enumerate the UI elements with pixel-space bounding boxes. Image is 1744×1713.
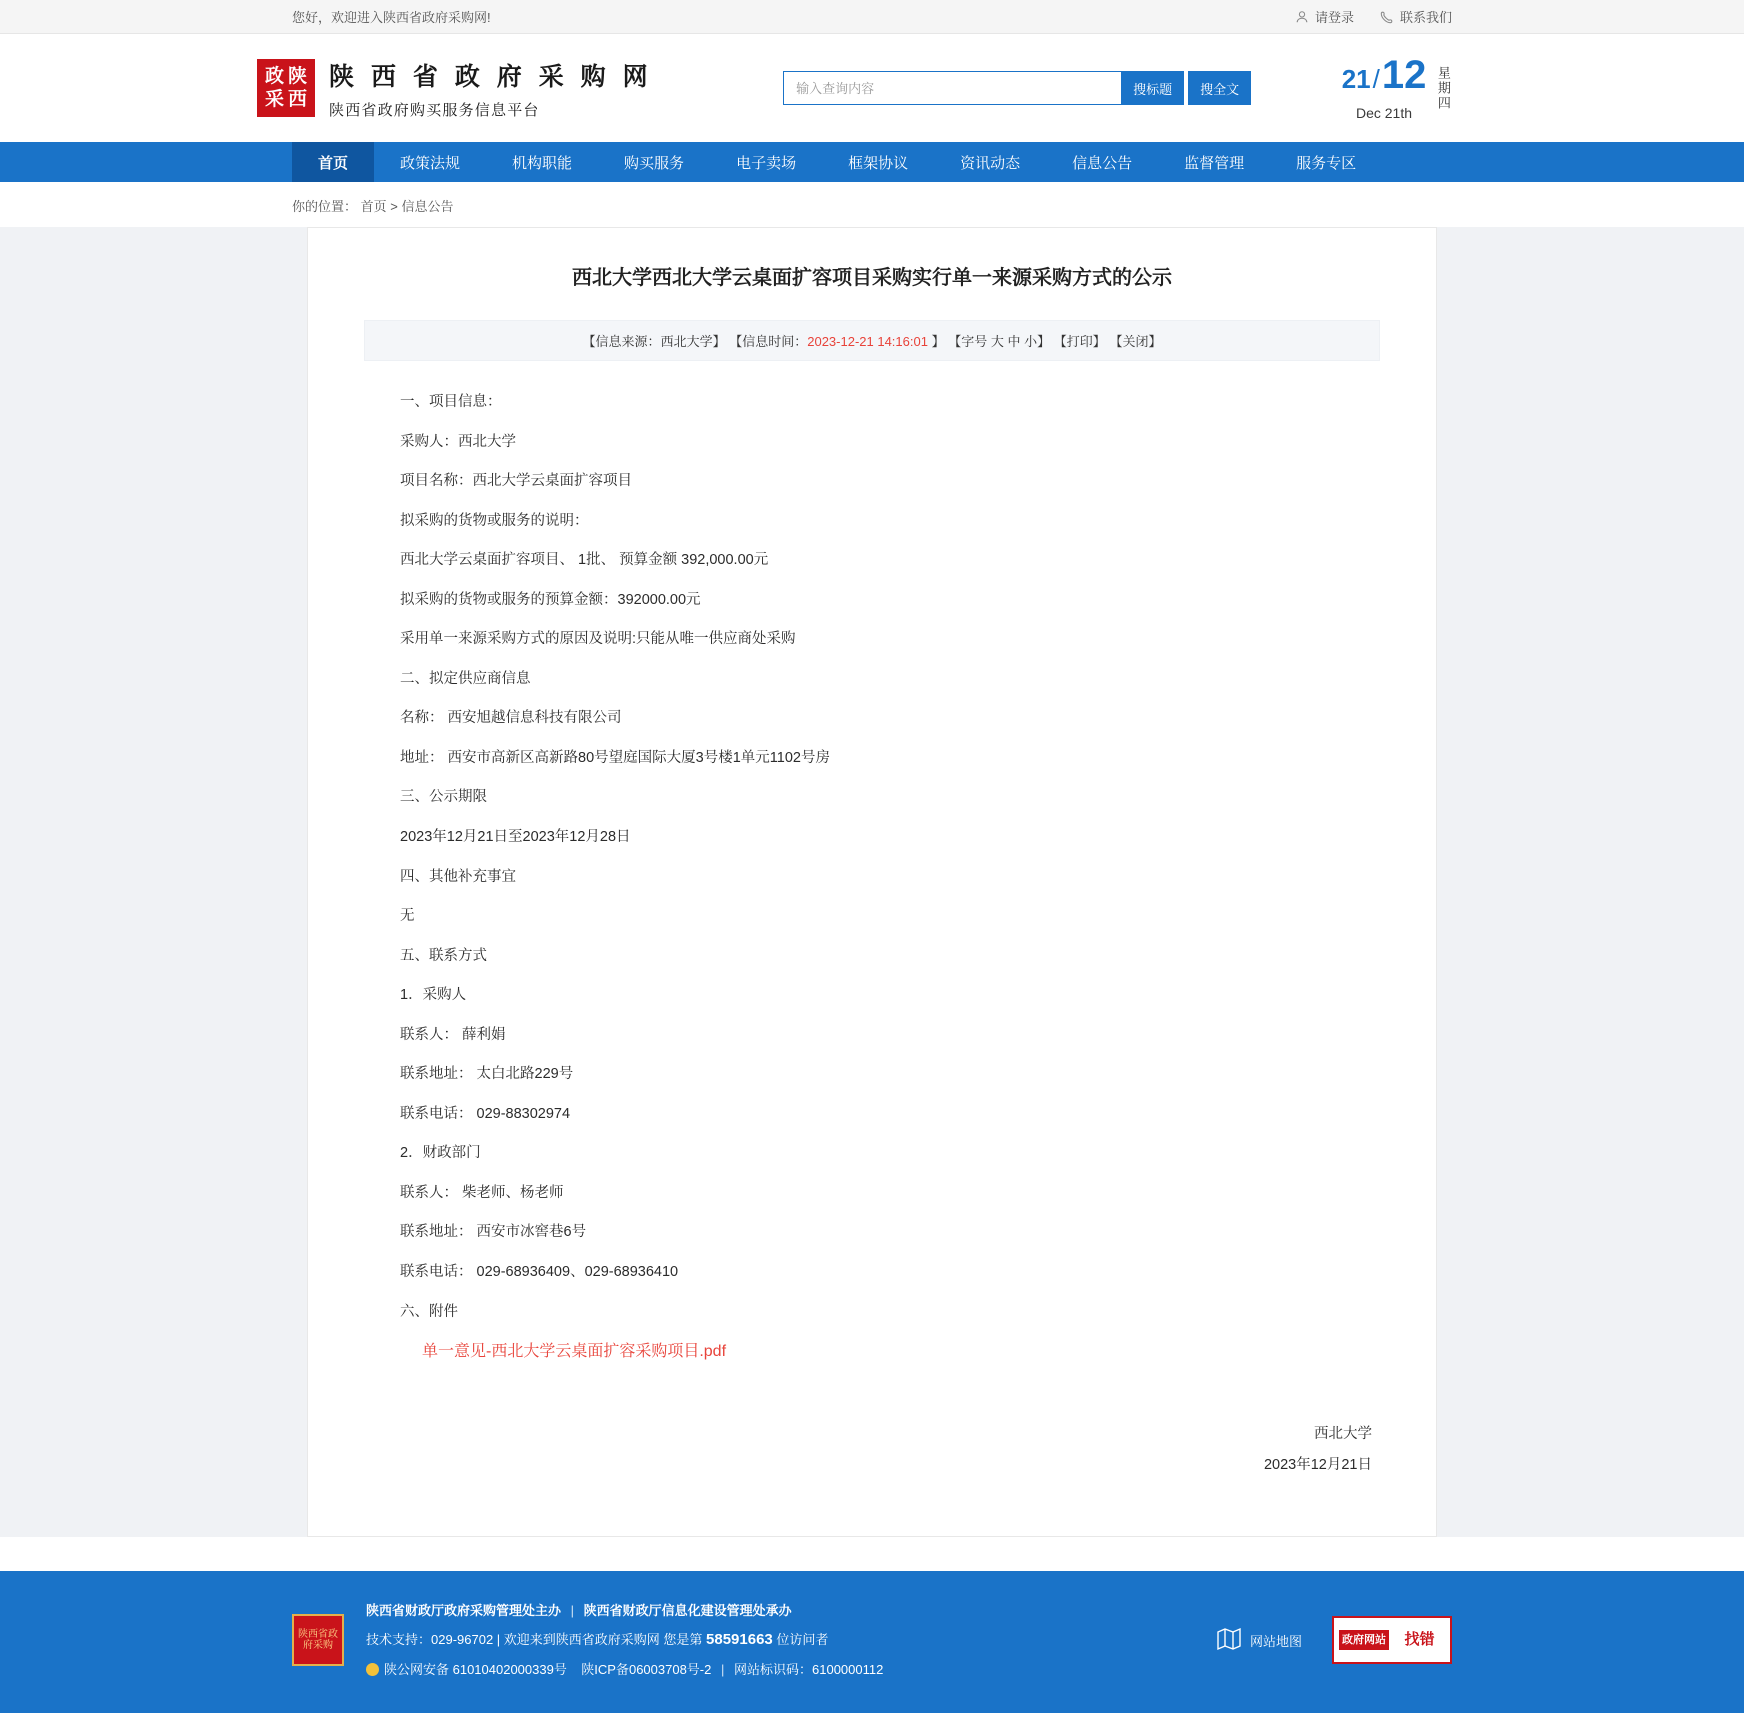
nav-item-3[interactable]: 购买服务 [624, 154, 685, 172]
nav-item-6[interactable]: 资讯动态 [960, 154, 1021, 172]
government-emblem-icon: 陕西省政府采购 [292, 1614, 344, 1666]
meta-font-label: 【字号 [948, 334, 988, 349]
login-link[interactable] [1295, 7, 1354, 26]
article-signature [364, 1419, 1380, 1480]
article-meta-bar [364, 320, 1380, 361]
page-title: 西北大学西北大学云桌面扩容项目采购实行单一来源采购方式的公示 [572, 267, 1172, 289]
user-icon [1295, 10, 1309, 24]
article-paragraph: 联系电话： 029-68936409、029-68936410 [400, 1264, 679, 1281]
site-identifier: 网站标识码：6100000112 [734, 1661, 884, 1677]
main-nav [0, 142, 1744, 182]
date-widget [1342, 55, 1487, 121]
meta-time-label: 【信息时间： [729, 334, 808, 349]
welcome-text: 您好，欢迎进入陕西省政府采购网! [292, 10, 491, 25]
article-paragraph: 2023年12月21日至2023年12月28日 [400, 829, 631, 846]
site-footer [0, 1571, 1744, 1713]
article-paragraph: 采购人：西北大学 [400, 433, 516, 450]
article-paragraph: 三、公示期限 [400, 789, 487, 806]
top-utility-bar [0, 0, 1744, 34]
article-body [364, 389, 1380, 1326]
article-paragraph: 联系地址： 西安市冰窖巷6号 [400, 1224, 587, 1241]
font-size-medium-button[interactable]: 中 [1007, 334, 1021, 349]
logo-char-1: 陕 [287, 66, 307, 87]
meta-time-value: 2023-12-21 14:16:01 [807, 334, 928, 349]
article-paragraph: 二、拟定供应商信息 [400, 670, 531, 687]
site-subtitle: 陕西省政府购买服务信息平台 [329, 101, 540, 119]
breadcrumb-prefix: 你的位置： [292, 199, 358, 214]
article-paragraph: 项目名称：西北大学云桌面扩容项目 [400, 473, 632, 490]
nav-item-7[interactable]: 信息公告 [1072, 154, 1133, 172]
article-paragraph: 无 [400, 908, 415, 925]
meta-source-label: 【信息来源： [582, 334, 661, 349]
article-paragraph: 联系人： 薛利娟 [400, 1026, 506, 1043]
breadcrumb [292, 182, 1452, 227]
gov-badge-left-text: 政府网站 [1339, 1630, 1389, 1651]
search-fulltext-button[interactable]: 搜全文 [1188, 71, 1251, 105]
date-weekday: 星期四 [1435, 65, 1451, 111]
font-size-small-button[interactable]: 小 [1024, 334, 1038, 349]
search-area [783, 71, 1251, 105]
footer-operator: 陕西省财政厅信息化建设管理处承办 [583, 1603, 792, 1618]
report-error-badge[interactable] [1332, 1616, 1452, 1664]
signature-org: 西北大学 [1314, 1426, 1372, 1443]
nav-item-0[interactable]: 首页 [292, 142, 374, 182]
article-paragraph: 1．采购人 [400, 987, 467, 1004]
login-label: 请登录 [1314, 10, 1354, 25]
contact-label: 联系我们 [1399, 10, 1452, 25]
print-button[interactable]: 【打印】 [1053, 334, 1106, 349]
footer-support: 技术支持：029-96702 | 欢迎来到陕西省政府采购网 您是第 [366, 1632, 703, 1648]
map-icon [1216, 1627, 1242, 1654]
contact-link[interactable] [1380, 7, 1452, 26]
meta-source-value: 西北大学 [660, 334, 713, 349]
footer-host: 陕西省财政厅政府采购管理处主办 [366, 1603, 562, 1618]
nav-item-9[interactable]: 服务专区 [1296, 154, 1357, 172]
logo-char-2: 采 [264, 89, 284, 110]
nav-item-2[interactable]: 机构职能 [512, 154, 573, 172]
breadcrumb-current[interactable]: 信息公告 [401, 199, 454, 214]
date-english: Dec 21th [1355, 105, 1413, 121]
sitemap-link[interactable] [1216, 1627, 1302, 1654]
meta-time-close: 】 [931, 334, 945, 349]
footer-sep-1: | [570, 1603, 575, 1618]
date-day: 21 [1341, 64, 1371, 94]
article-paragraph: 联系人： 柴老师、杨老师 [400, 1184, 564, 1201]
attachment-link[interactable]: 单一意见-西北大学云桌面扩容采购项目.pdf [422, 1343, 727, 1361]
article-paragraph: 拟采购的货物或服务的说明： [400, 512, 589, 529]
signature-date: 2023年12月21日 [1263, 1456, 1372, 1473]
article-paragraph: 名称： 西安旭越信息科技有限公司 [400, 710, 622, 727]
logo-char-0: 政 [264, 66, 284, 87]
close-button[interactable]: 【关闭】 [1109, 334, 1162, 349]
breadcrumb-divider: > [390, 199, 398, 214]
article-paragraph: 西北大学云桌面扩容项目、 1批、 预算金额 392,000.00元 [400, 552, 769, 569]
meta-font-close: 】 [1037, 334, 1051, 349]
site-name: 陕 西 省 政 府 采 购 网 [329, 62, 653, 91]
logo-mark-icon [257, 59, 315, 117]
article-paragraph: 六、附件 [400, 1303, 458, 1320]
nav-item-8[interactable]: 监督管理 [1184, 154, 1245, 172]
article-paragraph: 联系电话： 029-88302974 [400, 1105, 571, 1122]
article-paragraph: 地址： 西安市高新区高新路80号望庭国际大厦3号楼1单元1102号房 [400, 749, 830, 766]
site-header [0, 34, 1744, 142]
logo-char-3: 西 [287, 89, 307, 110]
article-paragraph: 五、联系方式 [400, 947, 487, 964]
date-slash: / [1372, 64, 1380, 94]
footer-sep-2: | [721, 1661, 725, 1677]
icp-record[interactable]: 陕ICP备06003708号-2 [581, 1661, 712, 1677]
site-logo[interactable] [257, 57, 653, 120]
article-paragraph: 采用单一来源采购方式的原因及说明:只能从唯一供应商处采购 [400, 631, 796, 648]
police-badge-icon [366, 1663, 379, 1676]
gov-badge-right-text: 找错 [1404, 1631, 1435, 1649]
article-paragraph: 一、项目信息： [400, 394, 502, 410]
article-paragraph: 四、其他补充事宜 [400, 868, 516, 885]
search-title-button[interactable]: 搜标题 [1121, 71, 1184, 105]
article-card [307, 227, 1437, 1537]
phone-icon [1380, 10, 1394, 24]
date-month: 12 [1381, 53, 1427, 97]
footer-visitor-suffix: 位访问者 [776, 1632, 829, 1648]
meta-source-close: 】 [712, 334, 726, 349]
article-paragraph: 联系地址： 太白北路229号 [400, 1066, 574, 1083]
police-record[interactable]: 陕公网安备 61010402000339号 [384, 1661, 567, 1677]
sitemap-label: 网站地图 [1249, 1633, 1302, 1649]
article-paragraph: 拟采购的货物或服务的预算金额：392000.00元 [400, 591, 701, 608]
nav-item-1[interactable]: 政策法规 [400, 154, 461, 172]
nav-item-5[interactable]: 框架协议 [848, 154, 909, 172]
breadcrumb-home[interactable]: 首页 [360, 199, 387, 214]
nav-item-4[interactable]: 电子卖场 [736, 154, 797, 172]
visitor-count: 58591663 [706, 1631, 773, 1649]
content-area [0, 227, 1744, 1537]
article-paragraph: 2．财政部门 [400, 1145, 481, 1162]
font-size-large-button[interactable]: 大 [990, 334, 1004, 349]
search-input[interactable] [783, 71, 1121, 105]
